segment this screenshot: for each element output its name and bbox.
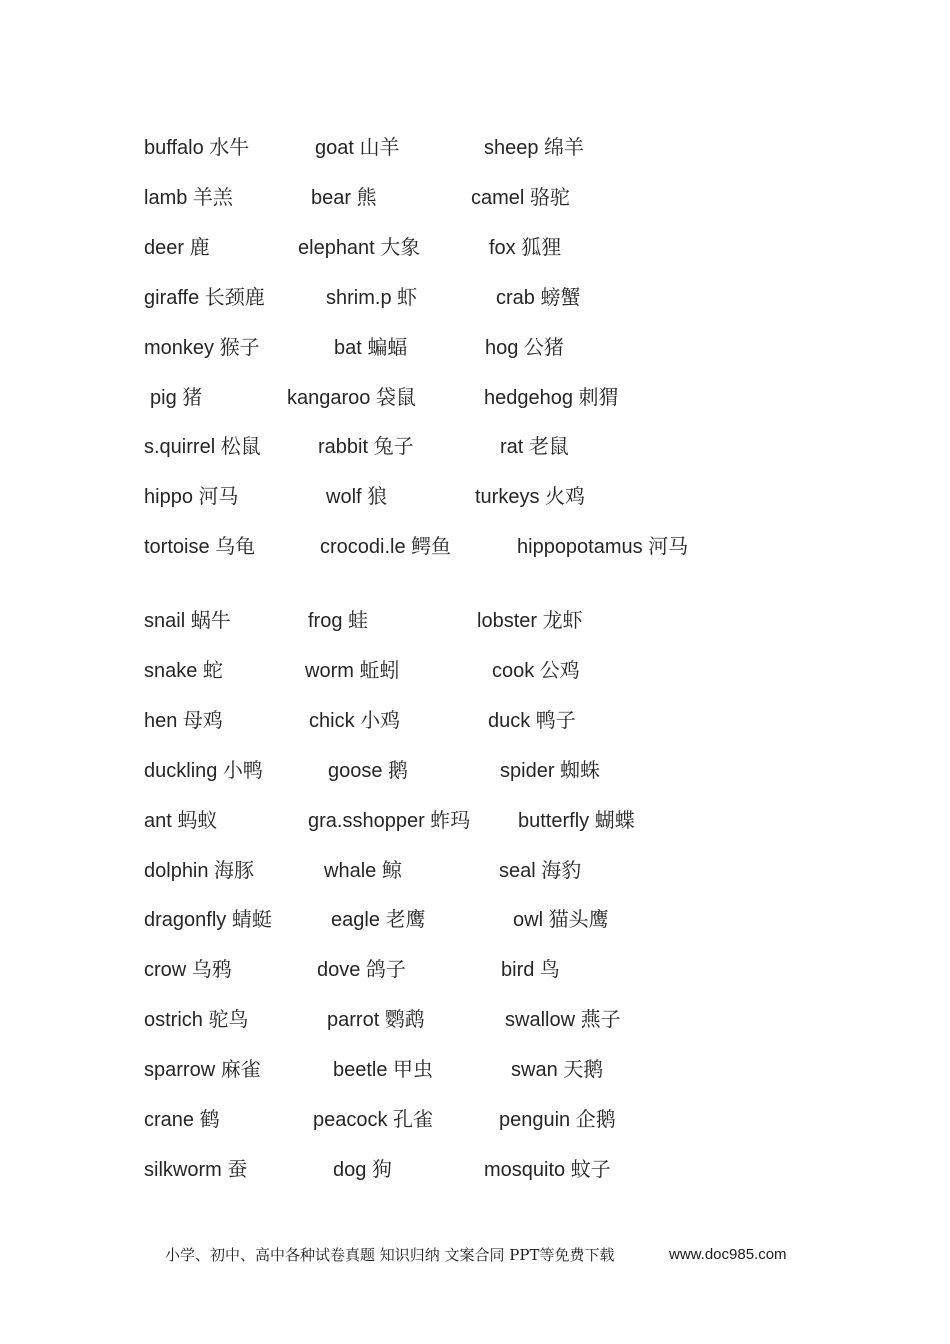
vocab-entry: beetle 甲虫 [333, 1059, 434, 1081]
vocab-entry: spider 蜘蛛 [500, 760, 601, 782]
vocab-entry: snail 蜗牛 [144, 610, 231, 632]
vocab-entry: sparrow 麻雀 [144, 1059, 261, 1081]
vocab-entry: tortoise 乌龟 [144, 536, 256, 558]
vocab-entry: dolphin 海豚 [144, 860, 255, 882]
vocab-entry: crab 螃蟹 [496, 287, 581, 309]
vocab-entry: ostrich 驼鸟 [144, 1009, 249, 1031]
vocab-entry: turkeys 火鸡 [475, 486, 586, 508]
vocab-entry: dog 狗 [333, 1159, 392, 1181]
vocab-entry: parrot 鹦鹉 [327, 1009, 425, 1031]
vocab-entry: rat 老鼠 [500, 436, 569, 458]
vocab-entry: bat 蝙蝠 [334, 337, 408, 359]
vocab-entry: dragonfly 蜻蜓 [144, 909, 272, 931]
vocab-entry: frog 蛙 [308, 610, 369, 632]
vocab-entry: rabbit 兔子 [318, 436, 414, 458]
vocab-entry: whale 鲸 [324, 860, 402, 882]
vocab-entry: swallow 燕子 [505, 1009, 621, 1031]
vocab-entry: hippo 河马 [144, 486, 239, 508]
vocab-entry: seal 海豹 [499, 860, 582, 882]
vocab-entry: silkworm 蚕 [144, 1159, 248, 1181]
vocab-entry: hippopotamus 河马 [517, 536, 689, 558]
vocab-entry: bear 熊 [311, 187, 377, 209]
vocab-entry: worm 蚯蚓 [305, 660, 400, 682]
page-footer [0, 1243, 950, 1267]
vocab-entry: peacock 孔雀 [313, 1109, 434, 1131]
vocab-entry: duck 鸭子 [488, 710, 576, 732]
vocab-entry: eagle 老鹰 [331, 909, 426, 931]
vocab-entry: shrim.p 虾 [326, 287, 418, 309]
vocab-entry: camel 骆驼 [471, 187, 570, 209]
vocab-entry: lamb 羊羔 [144, 187, 233, 209]
vocab-entry: bird 鸟 [501, 959, 560, 981]
vocab-entry: cook 公鸡 [492, 660, 580, 682]
vocab-entry: ant 蚂蚁 [144, 810, 218, 832]
vocab-entry: pig 猪 [150, 387, 203, 409]
vocab-entry: sheep 绵羊 [484, 137, 585, 159]
vocab-entry: duckling 小鸭 [144, 760, 263, 782]
vocab-entry: buffalo 水牛 [144, 137, 250, 159]
vocab-entry: crow 乌鸦 [144, 959, 232, 981]
vocab-entry: lobster 龙虾 [477, 610, 583, 632]
vocab-entry: goose 鹅 [328, 760, 409, 782]
vocab-entry: swan 天鹅 [511, 1059, 604, 1081]
vocab-entry: hog 公猪 [485, 337, 564, 359]
vocab-entry: dove 鸽子 [317, 959, 406, 981]
vocab-entry: penguin 企鹅 [499, 1109, 616, 1131]
footer-text: 小学、初中、高中各种试卷真题 知识归纳 文案合同 PPT等免费下载 [165, 1246, 615, 1264]
vocab-entry: chick 小鸡 [309, 710, 401, 732]
vocab-entry: butterfly 蝴蝶 [518, 810, 635, 832]
vocab-entry: elephant 大象 [298, 237, 421, 259]
vocab-entry: kangaroo 袋鼠 [287, 387, 416, 409]
vocab-entry: mosquito 蚊子 [484, 1159, 611, 1181]
vocab-entry: owl 猫头鹰 [513, 909, 609, 931]
vocab-entry: goat 山羊 [315, 137, 400, 159]
vocab-entry: deer 鹿 [144, 237, 210, 259]
vocab-entry: snake 蛇 [144, 660, 223, 682]
vocab-entry: crane 鹤 [144, 1109, 220, 1131]
vocab-entry: crocodi.le 鳄鱼 [320, 536, 452, 558]
vocab-entry: wolf 狼 [326, 486, 388, 508]
vocab-entry: giraffe 长颈鹿 [144, 287, 265, 309]
vocab-entry: fox 狐狸 [489, 237, 562, 259]
vocab-entry: hen 母鸡 [144, 710, 223, 732]
footer-url[interactable]: www.doc985.com [669, 1246, 787, 1263]
vocab-entry: gra.sshopper 蚱玛 [308, 810, 471, 832]
vocab-entry: s.quirrel 松鼠 [144, 436, 261, 458]
vocab-entry: monkey 猴子 [144, 337, 260, 359]
vocab-entry: hedgehog 刺猬 [484, 387, 619, 409]
